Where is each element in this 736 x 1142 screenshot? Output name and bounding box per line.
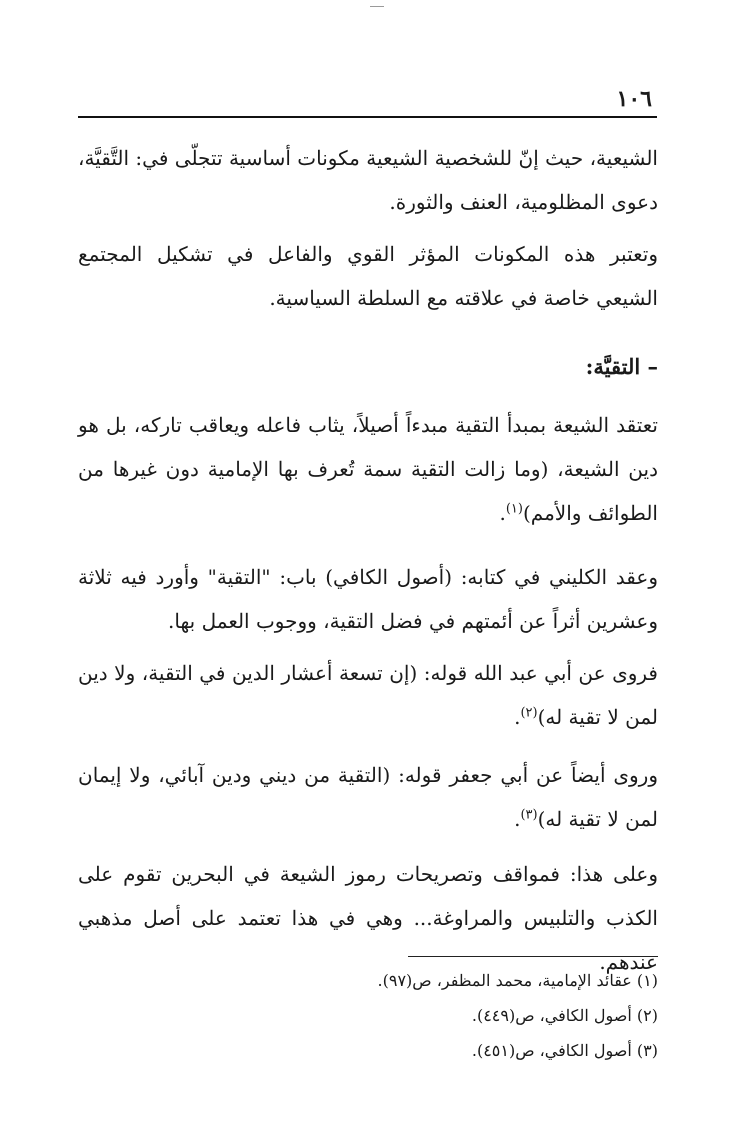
footnote-rule [408, 956, 658, 957]
paragraph-3 [78, 403, 658, 535]
paragraph-6 [78, 753, 658, 841]
paragraph-5-period: . [514, 705, 521, 729]
paragraph-4: وعقد الكليني في كتابه: (أصول الكافي) باب: "التقية" وأورد فيه ثلاثة وعشرين أثراً عن أئمتهم في فضل التقية، ووجوب العمل بها. [78, 565, 658, 633]
header-rule [78, 116, 657, 118]
paragraph-1: الشيعية، حيث إنّ للشخصية الشيعية مكونات أساسية تتجلّى في: التَّقيَّة، دعوى المظلومية، العنف والثورة. [78, 146, 658, 214]
paragraph-5-text: فروى عن أبي عبد الله قوله: (إن تسعة أعشار الدين في التقية، ولا دين لمن لا تقية له) [78, 661, 658, 729]
footnote-ref-1: (١) [505, 501, 523, 517]
footnote-3: (٣) أصول الكافي، ص(٤٥١). [471, 1041, 658, 1060]
footnote-ref-3: (٣) [520, 807, 538, 823]
footnote-ref-2: (٢) [520, 705, 538, 721]
top-edge-mark [370, 6, 384, 7]
section-heading-taqiyya: – التقيَّة: [585, 354, 658, 379]
footnote-1: (١) عقائد الإمامية، محمد المظفر، ص(٩٧). [377, 971, 658, 990]
paragraph-3-period: . [499, 501, 506, 525]
paragraph-2: وتعتبر هذه المكونات المؤثر القوي والفاعل في تشكيل المجتمع الشيعي خاصة في علاقته مع السلطة السياسية. [78, 242, 658, 310]
footnote-2: (٢) أصول الكافي، ص(٤٤٩). [471, 1006, 658, 1025]
page-number: ١٠٦ [616, 86, 652, 112]
paragraph-6-period: . [514, 807, 521, 831]
paragraph-7: وعلى هذا: فمواقف وتصريحات رموز الشيعة في البحرين تقوم على الكذب والتلبيس والمراوغة... وهي في هذا تعتمد على أصل مذهبي عندهم. [78, 862, 658, 974]
paragraph-6-text: وروى أيضاً عن أبي جعفر قوله: (التقية من ديني ودين آبائي، ولا إيمان لمن لا تقية له) [78, 763, 658, 831]
paragraph-5 [78, 651, 658, 739]
paragraph-3-text: تعتقد الشيعة بمبدأ التقية مبدءاً أصيلاً، يثاب فاعله ويعاقب تاركه، بل هو دين الشيعة، (وما زالت التقية سمة تُعرف بها الإمامية دون غيرها من الطوائف والأمم) [78, 413, 659, 525]
